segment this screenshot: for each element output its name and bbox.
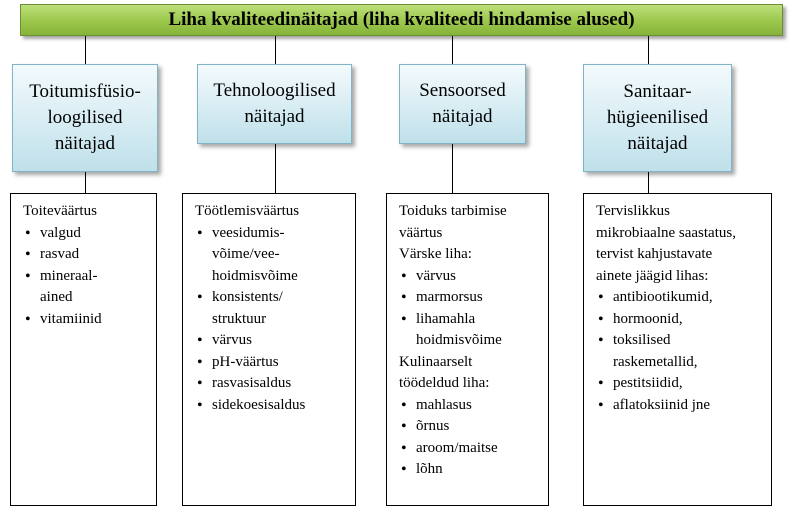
item-list — [195, 223, 347, 417]
list-item: • rasvasisaldus — [195, 373, 347, 395]
block-heading: Tervislikkus mikrobiaalne saastatus, tervist kahjustavate ainete jäägid lihas: — [596, 203, 736, 284]
list-item: • konsistents/ struktuur — [195, 287, 347, 330]
header-line: näitajad — [432, 106, 493, 127]
connector-line — [452, 36, 453, 64]
header-line: Sensoorsed — [419, 80, 506, 101]
list-item: • lihamahla hoidmisvõime — [399, 309, 540, 352]
header-line: Toitumisfüsio- — [29, 81, 141, 102]
header-line: näitajad — [627, 133, 688, 154]
content-box-sensory — [386, 193, 549, 506]
block-heading: Töötlemisväärtus — [195, 203, 300, 219]
category-header-nutrition — [12, 64, 158, 172]
diagram-title: Liha kvaliteedinäitajad (liha kvaliteedi hindamise alused) — [20, 4, 783, 36]
category-header-technological — [197, 64, 352, 144]
list-item: • veesidumis- võime/vee- hoidmisvõime — [195, 223, 347, 288]
connector-line — [85, 36, 86, 64]
list-item: • mahlasus — [399, 395, 540, 417]
list-item: • pH-väärtus — [195, 352, 347, 374]
header-line: näitajad — [54, 133, 116, 154]
content-box-technological — [182, 193, 356, 506]
item-list — [399, 266, 540, 352]
connector-line — [275, 144, 276, 193]
category-header-sensory — [399, 64, 526, 144]
connector-line — [648, 36, 649, 64]
block-heading: Kulinaarselt töödeldud liha: — [399, 353, 490, 391]
list-item: • hormoonid, — [596, 309, 763, 331]
block-heading: Toiduks tarbimise väärtus Värske liha: — [399, 203, 507, 262]
header-line: hügieenilised — [606, 107, 709, 128]
header-line: näitajad — [244, 106, 305, 127]
block-heading: Toiteväärtus — [23, 203, 97, 219]
category-header-sanitary — [583, 64, 732, 172]
list-item: • antibiootikumid, — [596, 287, 763, 309]
list-item: • värvus — [195, 330, 347, 352]
connector-line — [85, 172, 86, 193]
list-item: • marmorsus — [399, 287, 540, 309]
list-item: • valgud — [23, 223, 148, 245]
connector-line — [648, 172, 649, 193]
content-box-nutrition — [10, 193, 157, 506]
list-item: • sidekoesisaldus — [195, 395, 347, 417]
header-line: Tehnoloogilised — [213, 80, 336, 101]
list-item: • aflatoksiinid jne — [596, 395, 763, 417]
header-line: loogilised — [47, 107, 123, 128]
list-item: • lõhn — [399, 459, 540, 481]
list-item: • aroom/maitse — [399, 438, 540, 460]
content-box-sanitary — [583, 193, 772, 506]
item-list — [399, 395, 540, 481]
list-item: • vitamiinid — [23, 309, 148, 331]
list-item: • värvus — [399, 266, 540, 288]
list-item: • õrnus — [399, 416, 540, 438]
list-item: • pestitsiidid, — [596, 373, 763, 395]
connector-line — [452, 144, 453, 193]
list-item: • rasvad — [23, 244, 148, 266]
list-item: • toksilised raskemetallid, — [596, 330, 763, 373]
item-list — [596, 287, 763, 416]
header-line: Sanitaar- — [623, 81, 692, 102]
list-item: • mineraal- ained — [23, 266, 148, 309]
item-list — [23, 223, 148, 331]
connector-line — [275, 36, 276, 64]
